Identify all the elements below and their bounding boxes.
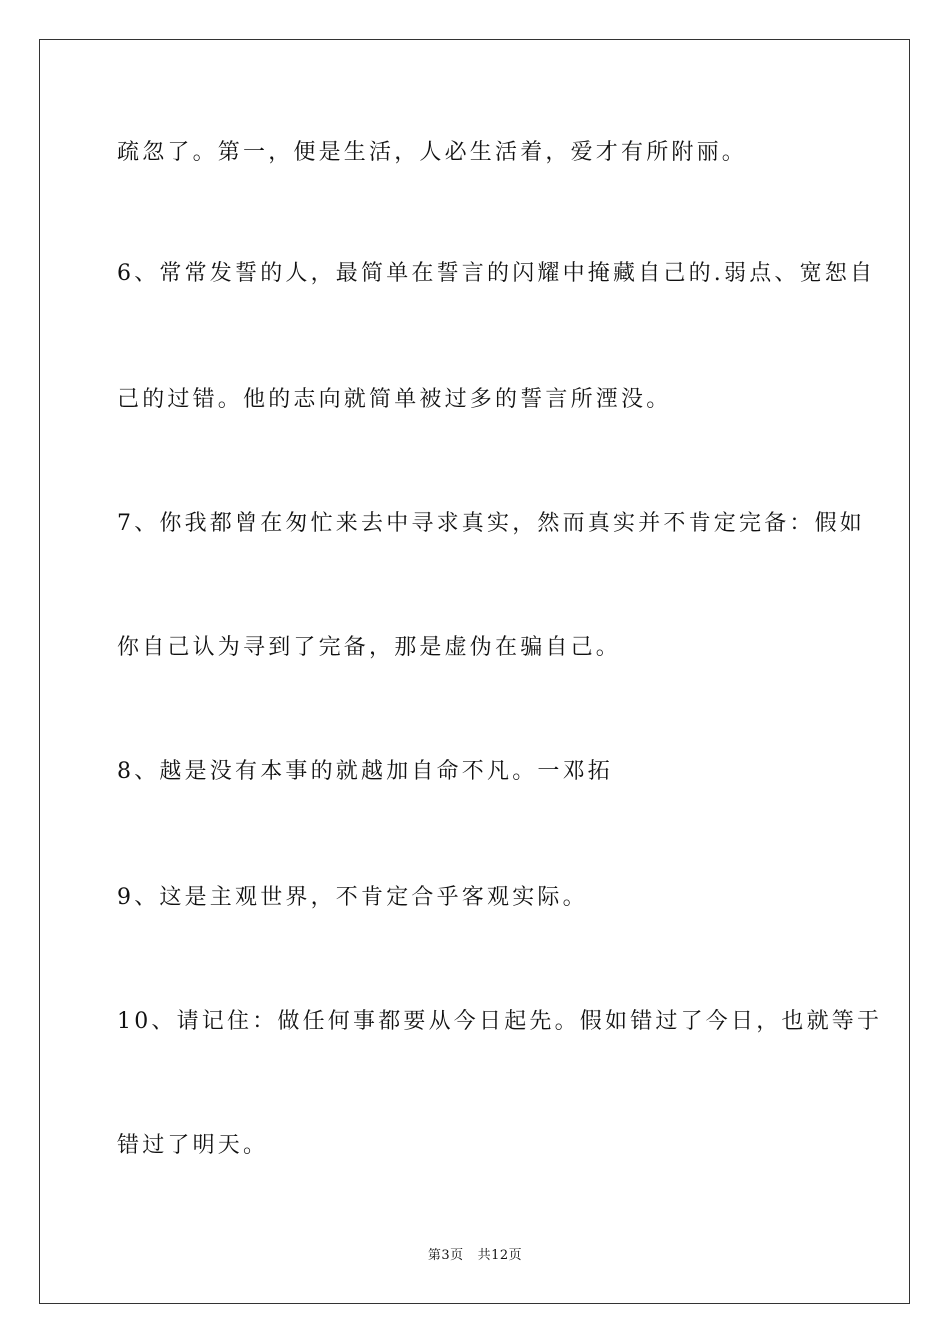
text-line-5: 你自己认为寻到了完备，那是虚伪在骗自己。	[117, 635, 622, 660]
text-line-1: 疏忽了。第一，便是生活，人必生活着，爱才有所附丽。	[117, 140, 748, 165]
text-line-9: 错过了明天。	[117, 1133, 269, 1158]
page-number: 第3页	[427, 1248, 464, 1263]
text-line-4: 7、你我都曾在匆忙来去中寻求真实，然而真实并不肯定完备：假如	[117, 511, 865, 536]
text-line-8: 10、请记住：做任何事都要从今日起先。假如错过了今日，也就等于	[117, 1009, 883, 1034]
text-line-3: 己的过错。他的志向就简单被过多的誓言所湮没。	[117, 387, 672, 412]
page-total: 共12页	[477, 1248, 523, 1263]
page-border	[39, 39, 910, 1304]
text-line-2: 6、常常发誓的人，最简单在誓言的闪耀中掩藏自己的.弱点、宽恕自	[117, 261, 876, 286]
text-line-6: 8、越是没有本事的就越加自命不凡。一邓拓	[117, 759, 613, 784]
page-footer	[0, 1247, 950, 1265]
text-line-7: 9、这是主观世界，不肯定合乎客观实际。	[117, 885, 588, 910]
